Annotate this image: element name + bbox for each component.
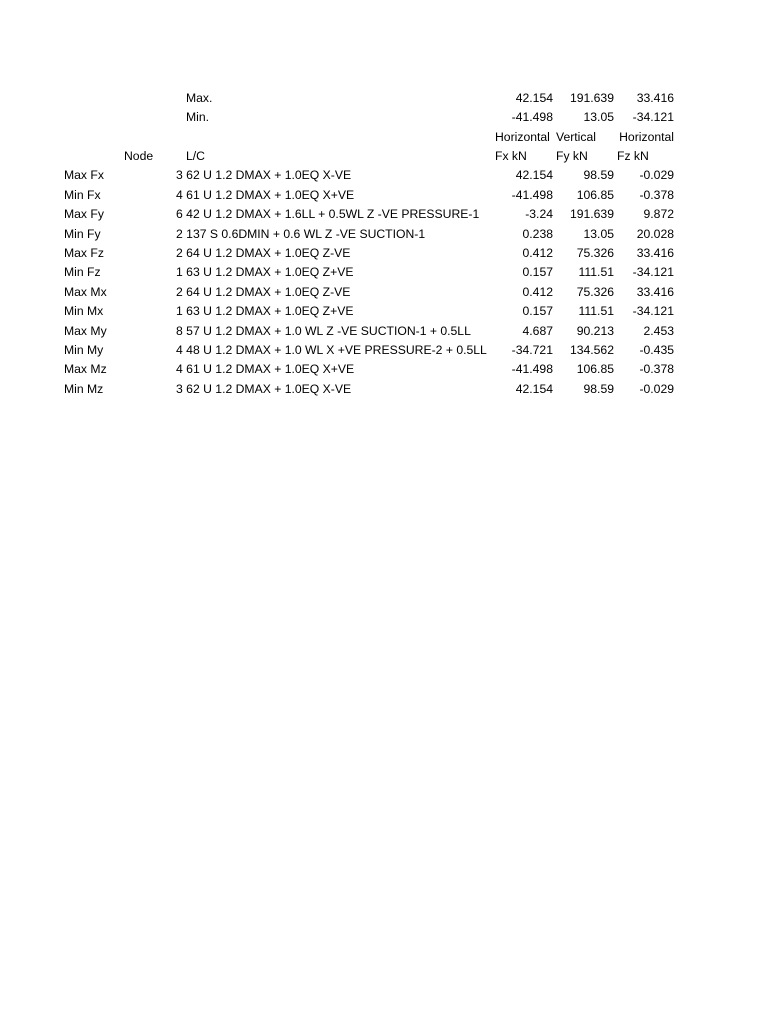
row-label: Max Mx [64, 285, 107, 299]
group-header-row [0, 128, 768, 148]
row-node-lc: 4 48 U 1.2 DMAX + 1.0 WL X +VE PRESSURE-2 + 0.5LL [176, 343, 487, 357]
row-fz: -0.378 [639, 362, 674, 376]
column-header-fz: Fz kN [617, 149, 649, 163]
table-row [0, 186, 768, 206]
row-fz: -0.029 [639, 382, 674, 396]
row-label: Max My [64, 324, 107, 338]
row-node-lc: 6 42 U 1.2 DMAX + 1.6LL + 0.5WL Z -VE PRESSURE-1 [176, 207, 480, 221]
row-fy: 90.213 [576, 324, 614, 338]
row-fx: -41.498 [511, 188, 553, 202]
row-fz: 33.416 [636, 246, 674, 260]
row-fz: -34.121 [632, 304, 674, 318]
row-label: Min Mx [64, 304, 104, 318]
row-fx: 0.412 [522, 246, 553, 260]
row-fz: 33.416 [636, 285, 674, 299]
row-fy: 191.639 [569, 207, 614, 221]
row-label: Max Fy [64, 207, 104, 221]
column-header-node: Node [124, 149, 154, 163]
row-label: Max Fz [64, 246, 104, 260]
row-fx: 0.412 [522, 285, 553, 299]
row-fy: 98.59 [583, 168, 614, 182]
row-fx: 0.238 [522, 227, 553, 241]
row-fy: 75.326 [576, 285, 614, 299]
summary-max-row [0, 89, 768, 109]
summary-label: Max. [186, 91, 213, 105]
row-label: Min Fy [64, 227, 101, 241]
table-row [0, 341, 768, 361]
group-header-fx: Horizontal [495, 130, 550, 144]
table-row [0, 380, 768, 400]
row-node-lc: 4 61 U 1.2 DMAX + 1.0EQ X+VE [176, 362, 355, 376]
row-node-lc: 1 63 U 1.2 DMAX + 1.0EQ Z+VE [176, 265, 354, 279]
summary-fz: 33.416 [636, 91, 674, 105]
row-node-lc: 1 63 U 1.2 DMAX + 1.0EQ Z+VE [176, 304, 354, 318]
row-node-lc: 3 62 U 1.2 DMAX + 1.0EQ X-VE [176, 168, 352, 182]
row-fz: -0.029 [639, 168, 674, 182]
table-row [0, 302, 768, 322]
row-fy: 134.562 [569, 343, 614, 357]
row-fz: 20.028 [636, 227, 674, 241]
row-fz: -0.435 [639, 343, 674, 357]
summary-min-row [0, 108, 768, 128]
row-fz: 9.872 [643, 207, 674, 221]
table-row [0, 360, 768, 380]
row-label: Max Fx [64, 168, 104, 182]
summary-fx: -41.498 [511, 110, 553, 124]
table-row [0, 166, 768, 186]
row-node-lc: 2 64 U 1.2 DMAX + 1.0EQ Z-VE [176, 246, 351, 260]
row-node-lc: 2 137 S 0.6DMIN + 0.6 WL Z -VE SUCTION-1 [176, 227, 426, 241]
group-header-fy: Vertical [556, 130, 596, 144]
row-fy: 106.85 [576, 188, 614, 202]
table-row [0, 225, 768, 245]
column-header-row [0, 147, 768, 167]
row-fx: 4.687 [522, 324, 553, 338]
table-row [0, 263, 768, 283]
column-header-lc: L/C [186, 149, 205, 163]
row-fz: -34.121 [632, 265, 674, 279]
group-header-fz: Horizontal [619, 130, 674, 144]
row-fy: 75.326 [576, 246, 614, 260]
table-row [0, 205, 768, 225]
row-label: Max Mz [64, 362, 107, 376]
row-fx: -41.498 [511, 362, 553, 376]
summary-fy: 191.639 [569, 91, 614, 105]
summary-label: Min. [186, 110, 210, 124]
summary-fy: 13.05 [583, 110, 614, 124]
row-fx: 0.157 [522, 304, 553, 318]
row-fx: 42.154 [515, 168, 553, 182]
summary-fz: -34.121 [632, 110, 674, 124]
table-row [0, 322, 768, 342]
row-fy: 98.59 [583, 382, 614, 396]
row-fx: 42.154 [515, 382, 553, 396]
row-fy: 106.85 [576, 362, 614, 376]
table-row [0, 244, 768, 264]
column-header-fx: Fx kN [495, 149, 527, 163]
row-label: Min Mz [64, 382, 104, 396]
row-fz: -0.378 [639, 188, 674, 202]
row-node-lc: 4 61 U 1.2 DMAX + 1.0EQ X+VE [176, 188, 355, 202]
column-header-fy: Fy kN [556, 149, 588, 163]
summary-fx: 42.154 [515, 91, 553, 105]
row-node-lc: 8 57 U 1.2 DMAX + 1.0 WL Z -VE SUCTION-1 + 0.5LL [176, 324, 471, 338]
row-label: Min Fz [64, 265, 101, 279]
row-fy: 111.51 [578, 265, 614, 279]
row-label: Min Fx [64, 188, 101, 202]
row-label: Min My [64, 343, 104, 357]
row-node-lc: 3 62 U 1.2 DMAX + 1.0EQ X-VE [176, 382, 352, 396]
row-fz: 2.453 [643, 324, 674, 338]
row-fx: -3.24 [525, 207, 553, 221]
row-fy: 111.51 [578, 304, 614, 318]
row-node-lc: 2 64 U 1.2 DMAX + 1.0EQ Z-VE [176, 285, 351, 299]
table-row [0, 283, 768, 303]
row-fx: -34.721 [511, 343, 553, 357]
row-fx: 0.157 [522, 265, 553, 279]
row-fy: 13.05 [583, 227, 614, 241]
